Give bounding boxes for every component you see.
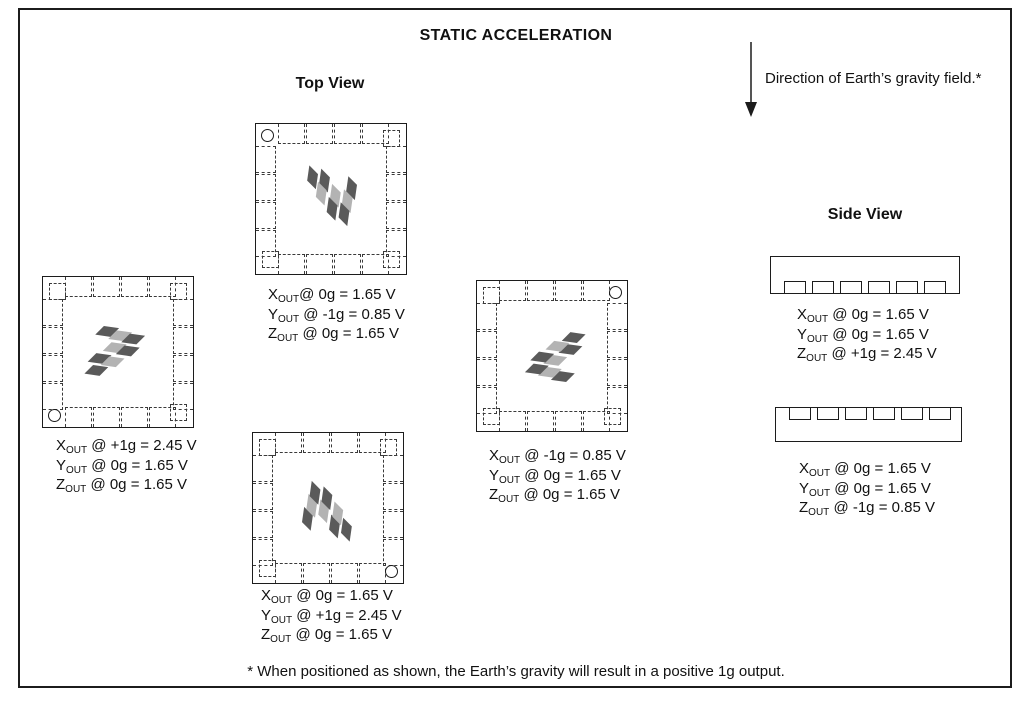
axis-label: Z <box>56 476 66 493</box>
pad <box>253 483 273 510</box>
value-text: @ 0g = 1.65 V <box>298 325 399 342</box>
side-pad <box>929 408 951 420</box>
chip-top-view-x-up <box>42 276 194 428</box>
pad <box>303 563 330 583</box>
axis-subscript: OUT <box>66 445 88 456</box>
pad <box>499 411 526 431</box>
axis-label: Y <box>56 456 67 474</box>
axis-label: Y <box>799 479 810 497</box>
axis-label: X <box>489 447 500 464</box>
axis-subscript: OUT <box>499 474 521 486</box>
pad <box>278 254 305 274</box>
pad <box>359 563 386 583</box>
pad <box>607 359 627 386</box>
pad <box>383 539 403 566</box>
readout-chip-left <box>56 436 197 495</box>
readout-chip-right <box>489 446 626 505</box>
side-pad <box>901 408 923 420</box>
pad <box>43 327 63 354</box>
readout-chip-bottom <box>261 586 402 645</box>
pad <box>383 455 403 482</box>
value-text: @ 0g = 1.65 V <box>520 466 621 484</box>
chip-logo <box>79 313 157 391</box>
axis-label: Z <box>261 626 271 643</box>
readout-line <box>56 436 197 456</box>
axis-subscript: OUT <box>65 484 87 495</box>
axis-label: X <box>797 306 808 323</box>
readout-side-upright <box>797 305 937 364</box>
readout-line <box>797 325 937 345</box>
chip-top-view-x-down <box>476 280 628 432</box>
pad <box>583 281 610 301</box>
readout-line <box>799 498 935 518</box>
readout-line <box>261 586 402 606</box>
side-pad <box>789 408 811 420</box>
pad <box>65 407 92 427</box>
pad <box>555 281 582 301</box>
corner-pad <box>383 251 400 268</box>
axis-subscript: OUT <box>806 353 828 364</box>
pad <box>386 174 406 201</box>
value-text: @ +1g = 2.45 V <box>87 437 197 454</box>
pad <box>93 407 120 427</box>
pad <box>527 411 554 431</box>
pad <box>256 202 276 229</box>
side-view-package-inverted <box>775 407 962 442</box>
pad <box>477 303 497 330</box>
axis-label: Z <box>268 325 278 342</box>
pad <box>306 254 333 274</box>
value-text: @ 0g = 1.65 V <box>830 460 931 477</box>
pad <box>121 407 148 427</box>
pad <box>43 299 63 326</box>
readout-line <box>489 485 626 505</box>
side-pad <box>845 408 867 420</box>
gravity-direction-label: Direction of Earth’s gravity field.* <box>765 70 982 87</box>
axis-subscript: OUT <box>271 614 293 626</box>
side-pad <box>812 281 834 293</box>
axis-subscript: OUT <box>499 455 521 466</box>
pin1-indicator <box>261 129 274 142</box>
pad <box>173 299 193 326</box>
pad <box>334 254 361 274</box>
pin1-indicator <box>385 565 398 578</box>
pad <box>303 433 330 453</box>
pad <box>383 483 403 510</box>
pad <box>275 433 302 453</box>
side-pad <box>873 408 895 420</box>
pad <box>607 303 627 330</box>
pad <box>43 355 63 382</box>
value-text: @ 0g = 1.65 V <box>86 476 187 493</box>
pad <box>65 277 92 297</box>
axis-subscript: OUT <box>808 507 830 518</box>
readout-line <box>797 344 937 364</box>
readout-line <box>797 305 937 325</box>
pad <box>499 281 526 301</box>
readout-line <box>261 625 402 645</box>
side-pad <box>840 281 862 293</box>
pin1-indicator <box>48 409 61 422</box>
readout-line <box>489 466 626 486</box>
value-text: @ 0g = 1.65 V <box>830 479 931 497</box>
pad <box>477 359 497 386</box>
pad <box>256 146 276 173</box>
side-pad <box>868 281 890 293</box>
value-text: @ -1g = 0.85 V <box>299 305 405 323</box>
corner-pad <box>262 251 279 268</box>
value-text: @ -1g = 0.85 V <box>829 499 935 516</box>
pad <box>331 433 358 453</box>
pad <box>278 124 305 144</box>
figure-title: STATIC ACCELERATION <box>419 27 613 44</box>
pad <box>173 355 193 382</box>
value-text: @ +1g = 2.45 V <box>827 345 937 362</box>
readout-line <box>268 305 405 325</box>
axis-subscript: OUT <box>66 464 88 476</box>
pad <box>43 383 63 410</box>
axis-label: X <box>799 460 810 477</box>
corner-pad <box>259 439 276 456</box>
chip-top-view-y-up <box>252 432 404 584</box>
pad <box>256 174 276 201</box>
pad <box>173 327 193 354</box>
pad <box>334 124 361 144</box>
value-text: @ -1g = 0.85 V <box>520 447 626 464</box>
pad <box>306 124 333 144</box>
axis-label: X <box>261 587 272 604</box>
chip-logo <box>289 469 367 547</box>
pad <box>253 511 273 538</box>
top-view-label: Top View <box>295 75 365 92</box>
gravity-arrow-icon <box>742 40 760 120</box>
pad <box>477 331 497 358</box>
side-view-label: Side View <box>827 206 903 223</box>
pad <box>607 331 627 358</box>
readout-side-inverted <box>799 459 935 518</box>
corner-pad <box>483 408 500 425</box>
corner-pad <box>380 439 397 456</box>
pad <box>527 281 554 301</box>
axis-label: X <box>56 437 67 454</box>
corner-pad <box>170 283 187 300</box>
corner-pad <box>259 560 276 577</box>
corner-pad <box>483 287 500 304</box>
value-text: @ 0g = 1.65 V <box>292 587 393 604</box>
axis-subscript: OUT <box>498 494 520 505</box>
axis-subscript: OUT <box>278 294 300 305</box>
axis-subscript: OUT <box>807 333 829 345</box>
axis-subscript: OUT <box>278 313 300 325</box>
pad <box>386 202 406 229</box>
axis-subscript: OUT <box>271 595 293 606</box>
axis-label: Z <box>489 486 499 503</box>
side-pad <box>896 281 918 293</box>
axis-label: Y <box>268 305 279 323</box>
footnote: * When positioned as shown, the Earth’s gravity will result in a positive 1g output. <box>247 663 785 680</box>
pad <box>383 511 403 538</box>
readout-line <box>56 456 197 476</box>
axis-label: X <box>268 286 279 303</box>
corner-pad <box>170 404 187 421</box>
chip-logo <box>513 317 591 395</box>
value-text: @ 0g = 1.65 V <box>87 456 188 474</box>
readout-line <box>261 606 402 626</box>
side-pad <box>924 281 946 293</box>
axis-label: Y <box>797 325 808 343</box>
readout-line <box>56 475 197 495</box>
readout-line <box>268 324 405 344</box>
readout-line <box>799 459 935 479</box>
axis-subscript: OUT <box>277 333 299 344</box>
chip-top-view-y-down <box>255 123 407 275</box>
pad <box>275 563 302 583</box>
readout-line <box>799 479 935 499</box>
side-pad <box>817 408 839 420</box>
value-text: @ 0g = 1.65 V <box>291 626 392 643</box>
corner-pad <box>49 283 66 300</box>
readout-line <box>268 285 405 305</box>
pad <box>386 146 406 173</box>
pad <box>121 277 148 297</box>
pad <box>253 455 273 482</box>
readout-line <box>489 446 626 466</box>
pad <box>331 563 358 583</box>
pad <box>555 411 582 431</box>
axis-label: Z <box>799 499 809 516</box>
axis-label: Y <box>261 606 272 624</box>
value-text: @ 0g = 1.65 V <box>299 286 396 303</box>
axis-label: Y <box>489 466 500 484</box>
axis-label: Z <box>797 345 807 362</box>
axis-subscript: OUT <box>809 468 831 479</box>
corner-pad <box>383 130 400 147</box>
value-text: @ 0g = 1.65 V <box>828 325 929 343</box>
chip-logo <box>292 160 370 238</box>
pin1-indicator <box>609 286 622 299</box>
side-view-package-upright <box>770 256 960 294</box>
axis-subscript: OUT <box>809 487 831 499</box>
value-text: @ 0g = 1.65 V <box>828 306 929 323</box>
value-text: @ 0g = 1.65 V <box>519 486 620 503</box>
corner-pad <box>604 408 621 425</box>
readout-chip-top <box>268 285 405 344</box>
axis-subscript: OUT <box>807 314 829 325</box>
pad <box>93 277 120 297</box>
side-pad <box>784 281 806 293</box>
axis-subscript: OUT <box>270 634 292 645</box>
value-text: @ +1g = 2.45 V <box>292 606 402 624</box>
